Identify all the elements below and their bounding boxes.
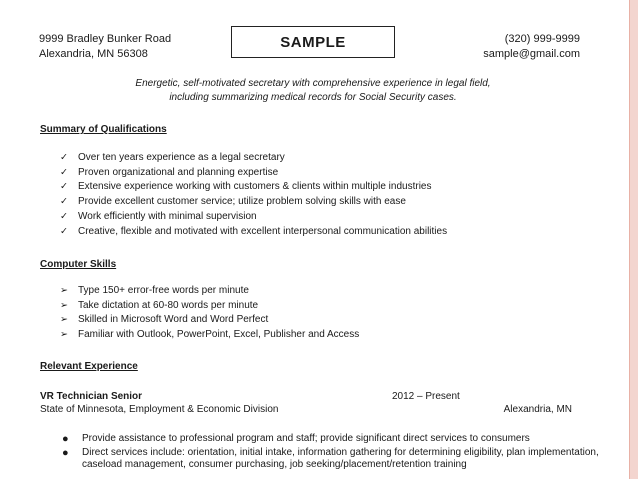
objective-line-1: Energetic, self-motivated secretary with comprehensive experience in legal field, bbox=[135, 78, 491, 89]
checkmark-icon: ✓ bbox=[60, 166, 68, 178]
list-item: ● Provide assistance to professional program and staff; provide significant direct services to consumers bbox=[62, 433, 530, 445]
qualifications-list bbox=[60, 151, 447, 239]
checkmark-icon: ✓ bbox=[60, 196, 68, 208]
job-organization: State of Minnesota, Employment & Economic Division bbox=[40, 404, 279, 415]
job-title: VR Technician Senior bbox=[40, 391, 143, 402]
list-item: ✓ Over ten years experience as a legal secretary bbox=[60, 151, 447, 166]
sample-name-box bbox=[231, 26, 395, 58]
list-item: ➢ Take dictation at 60-80 words per minute bbox=[60, 299, 359, 314]
list-item: ➢ Familiar with Outlook, PowerPoint, Excel, Publisher and Access bbox=[60, 328, 359, 343]
list-item: ✓ Work efficiently with minimal supervision bbox=[60, 210, 447, 225]
list-item: ✓ Provide excellent customer service; utilize problem solving skills with ease bbox=[60, 195, 447, 210]
phone-number: (320) 999-9999 bbox=[504, 33, 580, 45]
page-edge bbox=[630, 0, 638, 479]
list-item: ➢ Type 150+ error-free words per minute bbox=[60, 284, 359, 299]
arrowhead-icon: ➢ bbox=[60, 285, 68, 296]
checkmark-icon: ✓ bbox=[60, 210, 68, 222]
job-location: Alexandria, MN bbox=[503, 404, 572, 415]
arrowhead-icon: ➢ bbox=[60, 314, 68, 326]
computer-skills-list bbox=[60, 284, 359, 343]
arrowhead-icon: ➢ bbox=[60, 329, 68, 341]
computer-skills-heading: Computer Skills bbox=[40, 259, 117, 270]
arrowhead-icon: ➢ bbox=[60, 299, 68, 311]
list-item: ✓ Extensive experience working with customers & clients within multiple industries bbox=[60, 180, 447, 195]
address-line-2: Alexandria, MN 56308 bbox=[39, 48, 148, 60]
list-item: ➢ Skilled in Microsoft Word and Word Perfect bbox=[60, 313, 359, 328]
email-address: sample@gmail.com bbox=[483, 48, 580, 60]
checkmark-icon: ✓ bbox=[60, 181, 68, 193]
job-dates: 2012 – Present bbox=[392, 391, 460, 402]
objective-line-2: including summarizing medical records for Social Security cases. bbox=[169, 92, 457, 103]
list-item: ● Direct services include: orientation, initial intake, information gathering for determining eligibility, plan implementation, caseload management, consumer purchasing, job seeking/placement/retention training bbox=[62, 446, 599, 470]
qualifications-heading: Summary of Qualifications bbox=[40, 124, 167, 135]
experience-heading: Relevant Experience bbox=[40, 361, 138, 372]
checkmark-icon: ✓ bbox=[60, 225, 68, 237]
job-duties-list bbox=[62, 433, 602, 473]
bullet-icon: ● bbox=[62, 433, 69, 445]
list-item: ✓ Proven organizational and planning expertise bbox=[60, 166, 447, 181]
checkmark-icon: ✓ bbox=[60, 152, 68, 163]
contact-address bbox=[39, 32, 171, 62]
objective-statement bbox=[0, 77, 626, 105]
list-item: ✓ Creative, flexible and motivated with excellent interpersonal communication abilities bbox=[60, 225, 447, 240]
bullet-icon: ● bbox=[62, 446, 69, 459]
contact-info bbox=[483, 32, 580, 62]
sample-label: SAMPLE bbox=[280, 33, 346, 51]
address-line-1: 9999 Bradley Bunker Road bbox=[39, 33, 172, 45]
